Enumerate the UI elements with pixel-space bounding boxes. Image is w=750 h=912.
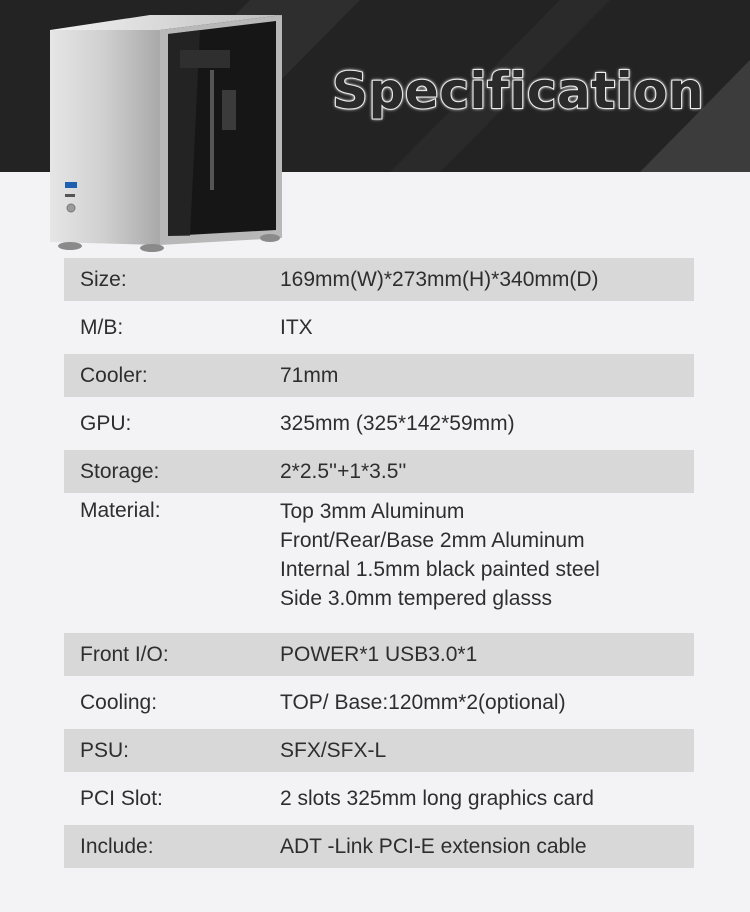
spec-label: Cooler: xyxy=(80,363,148,387)
spec-table xyxy=(64,258,694,868)
spec-row-include xyxy=(64,825,694,868)
spec-label: Material: xyxy=(80,499,161,522)
spec-value: SFX/SFX-L xyxy=(280,739,387,762)
spec-row-mb xyxy=(64,301,694,354)
spec-label: PCI Slot: xyxy=(80,786,163,810)
spec-label: GPU: xyxy=(80,411,132,435)
page-title: Specification xyxy=(332,62,705,120)
spec-value: POWER*1 USB3.0*1 xyxy=(280,643,478,666)
spec-row-front-io xyxy=(64,633,694,676)
spec-row-pci-slot xyxy=(64,772,694,825)
spec-value: 71mm xyxy=(280,364,339,387)
spec-value: 2 slots 325mm long graphics card xyxy=(280,787,594,810)
pc-case-icon xyxy=(40,10,300,260)
spec-row-size xyxy=(64,258,694,301)
spec-label: M/B: xyxy=(80,315,124,339)
spec-row-material xyxy=(64,493,694,633)
spec-value-line: Top 3mm Aluminum xyxy=(280,500,465,523)
spec-label: Include: xyxy=(80,834,154,858)
spec-value: 169mm(W)*273mm(H)*340mm(D) xyxy=(280,268,599,291)
spec-label: Cooling: xyxy=(80,690,158,714)
spec-value-line: Internal 1.5mm black painted steel xyxy=(280,558,600,581)
spec-value: 2*2.5''+1*3.5'' xyxy=(280,460,407,483)
spec-row-gpu xyxy=(64,397,694,450)
spec-value: TOP/ Base:120mm*2(optional) xyxy=(280,691,566,714)
spec-row-cooling xyxy=(64,676,694,729)
spec-value: ADT -Link PCI-E extension cable xyxy=(280,835,587,858)
spec-value-line: Front/Rear/Base 2mm Aluminum xyxy=(280,529,585,552)
spec-label: Storage: xyxy=(80,459,160,483)
spec-label: Size: xyxy=(80,267,127,291)
spec-row-psu xyxy=(64,729,694,772)
spec-value-line: Side 3.0mm tempered glasss xyxy=(280,587,552,610)
spec-value: 325mm (325*142*59mm) xyxy=(280,412,515,435)
spec-value-lines xyxy=(280,493,694,613)
spec-value: ITX xyxy=(280,316,313,339)
spec-row-storage xyxy=(64,450,694,493)
spec-row-cooler xyxy=(64,354,694,397)
spec-label: Front I/O: xyxy=(80,642,169,666)
spec-label: PSU: xyxy=(80,738,130,762)
